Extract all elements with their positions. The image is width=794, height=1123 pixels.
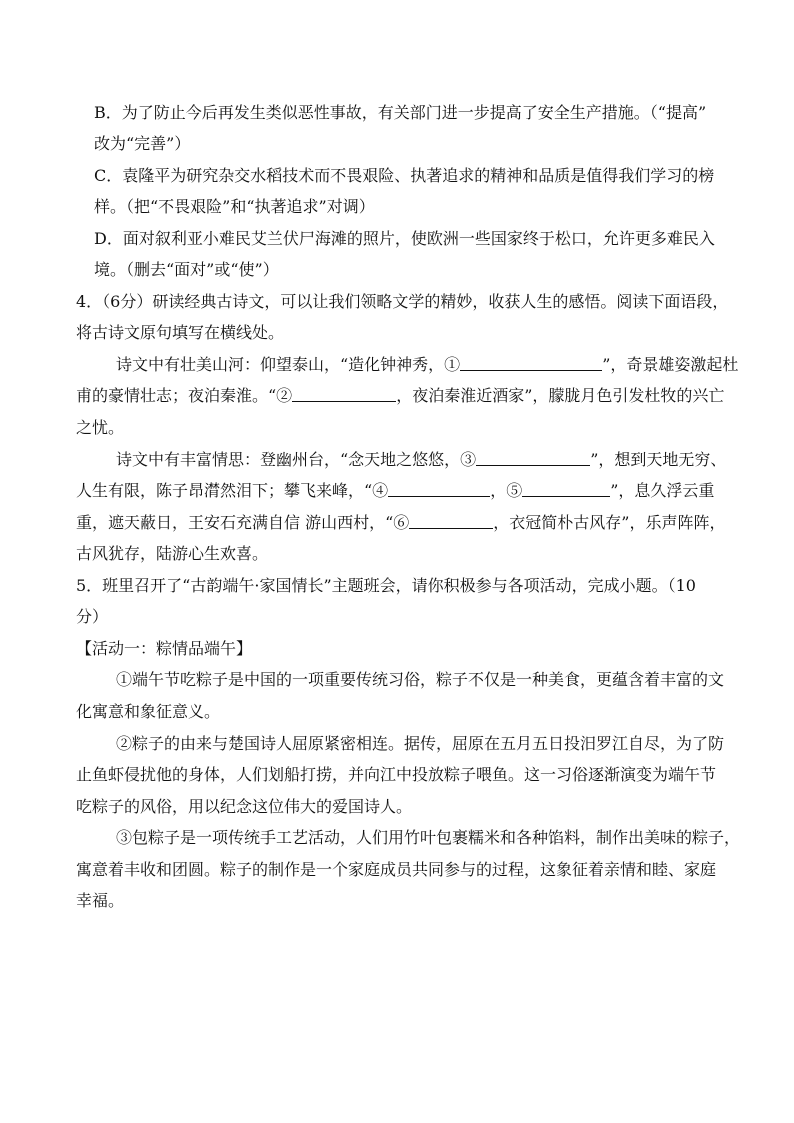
activity1-para2-line2: 止鱼虾侵扰他的身体，人们划船打捞，并向江中投放粽子喂鱼。这一习俗逐渐演变为端午节 [76,765,717,784]
activity1-para3-line2: 寓意着丰收和团圆。粽子的制作是一个家庭成员共同参与的过程，这象征着亲情和睦、家庭 [76,860,717,879]
activity1-para3-line1: ③包粽子是一项传统手工艺活动，人们用竹叶包裹糯米和各种馅料，制作出美味的粽子， [116,828,741,847]
activity1-para2-line3: 吃粽子的风俗，用以纪念这位伟大的爱国诗人。 [76,797,413,816]
question4-para2-line1 [116,449,726,471]
option-c-line2: 样。（把“不畏艰险”和“执著追求”对调） [94,197,375,216]
answer-blank-2[interactable] [292,385,396,402]
option-b-line1: B．为了防止今后再发生类似恶性事故，有关部门进一步提高了安全生产措施。（“提高” [94,103,707,122]
question4-para2-line2 [76,480,714,502]
option-c-line1: C．袁隆平为研究杂交水稻技术而不畏艰险、执著追求的精神和品质是值得我们学习的榜 [94,166,715,185]
question4-para1-text-a: 诗文中有壮美山河：仰望泰山，“造化钟神秀，① [116,355,461,374]
question4-para2-text-b: ”，想到天地无穷、 [590,450,727,469]
question5-header-line2: 分） [76,607,109,626]
question4-header-line1: 4．（6分）研读经典古诗文，可以让我们领略文学的精妙，收获人生的感悟。阅读下面语段， [76,292,729,311]
question4-para2-text-g: ，衣冠简朴古风存”，乐声阵阵， [493,513,726,532]
answer-blank-3[interactable] [476,449,590,466]
answer-blank-6[interactable] [409,512,493,529]
question4-para2-text-d: ，⑤ [490,481,523,500]
question4-header-line2: 将古诗文原句填写在横线处。 [76,323,285,342]
option-d-line2: 境。（删去“面对”或“使”） [94,260,279,279]
activity1-title: 【活动一：粽情品端午】 [76,639,253,658]
answer-blank-1[interactable] [460,354,602,371]
answer-blank-5[interactable] [522,480,610,497]
question4-para2-text-f: 重，遮天蔽日，王安石充满自信 游山西村，“⑥ [76,513,410,532]
option-b-line2: 改为“完善”） [94,134,191,153]
activity1-para2-line1: ②粽子的由来与楚国诗人屈原紧密相连。据传，屈原在五月五日投汨罗江自尽，为了防 [116,734,725,753]
activity1-para1-line2: 化寓意和象征意义。 [76,702,221,721]
question4-para1-line3: 之忧。 [76,418,125,437]
question4-para1-text-c: 甫的豪情壮志；夜泊秦淮。“② [76,386,293,405]
answer-blank-4[interactable] [388,480,490,497]
question4-para1-line2 [76,385,724,407]
question4-para1-text-b: ”，奇景雄姿激起杜 [602,355,739,374]
question4-para2-text-e: ”，息久浮云重 [610,481,715,500]
question4-para2-text-a: 诗文中有丰富情思：登幽州台，“念天地之悠悠，③ [116,450,477,469]
question4-para2-line4: 古风犹存，陆游心生欢喜。 [76,544,269,563]
activity1-para1-line1: ①端午节吃粽子是中国的一项重要传统习俗，粽子不仅是一种美食，更蕴含着丰富的文 [116,670,725,689]
question4-para1-text-d: ，夜泊秦淮近酒家”，朦胧月色引发杜牧的兴亡 [396,386,725,405]
question4-para2-text-c: 人生有限，陈子昂潸然泪下；攀飞来峰，“④ [76,481,389,500]
question4-para2-line3 [76,512,725,534]
question4-para1-line1 [116,354,738,376]
activity1-para3-line3: 幸福。 [76,891,125,910]
question5-header-line1: 5．班里召开了“古韵端午·家国情长”主题班会，请你积极参与各项活动，完成小题。（10 [76,576,696,595]
option-d-line1: D．面对叙利亚小难民艾兰伏尸海滩的照片，使欧洲一些国家终于松口，允许更多难民入 [94,229,715,248]
